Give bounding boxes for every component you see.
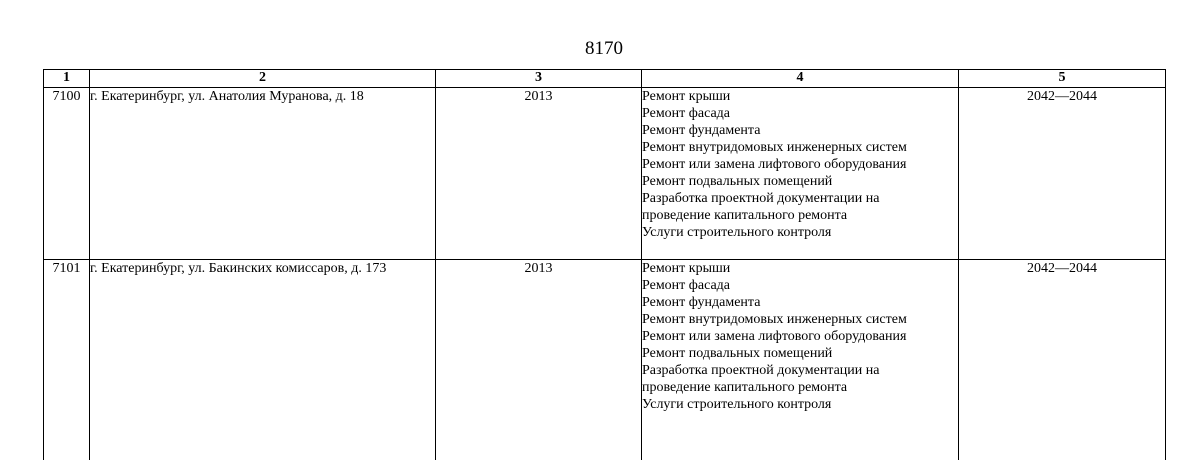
list-item: Ремонт внутридомовых инженерных систем — [642, 139, 958, 156]
column-header-2: 2 — [90, 70, 436, 88]
page-number: 8170 — [0, 38, 1192, 60]
row-number: 7100 — [44, 88, 90, 260]
list-item: Ремонт внутридомовых инженерных систем — [642, 311, 958, 328]
building-address: г. Екатеринбург, ул. Анатолия Муранова, д. 18 — [90, 88, 436, 260]
table-row — [44, 88, 1166, 260]
repair-period: 2042—2044 — [959, 260, 1166, 460]
repair-works-cell — [642, 88, 959, 260]
list-item: Услуги строительного контроля — [642, 224, 958, 241]
repair-works-list — [642, 260, 958, 413]
inclusion-year: 2013 — [436, 88, 642, 260]
list-item: Ремонт крыши — [642, 260, 958, 277]
column-header-3: 3 — [436, 70, 642, 88]
repair-works-cell — [642, 260, 959, 460]
column-header-1: 1 — [44, 70, 90, 88]
list-item: Ремонт фасада — [642, 277, 958, 294]
list-item: Разработка проектной документации на — [642, 362, 958, 379]
inclusion-year: 2013 — [436, 260, 642, 460]
building-address: г. Екатеринбург, ул. Бакинских комиссаров, д. 173 — [90, 260, 436, 460]
list-item: Разработка проектной документации на — [642, 190, 958, 207]
list-item: проведение капитального ремонта — [642, 207, 958, 224]
column-header-5: 5 — [959, 70, 1166, 88]
list-item: Ремонт фасада — [642, 105, 958, 122]
repair-works-list — [642, 88, 958, 241]
repair-period: 2042—2044 — [959, 88, 1166, 260]
list-item: Ремонт подвальных помещений — [642, 345, 958, 362]
list-item: Ремонт крыши — [642, 88, 958, 105]
header-row — [44, 70, 1166, 88]
column-header-4: 4 — [642, 70, 959, 88]
list-item: Ремонт фундамента — [642, 294, 958, 311]
list-item: Услуги строительного контроля — [642, 396, 958, 413]
list-item: Ремонт или замена лифтового оборудования — [642, 328, 958, 345]
table-row — [44, 260, 1166, 460]
list-item: Ремонт подвальных помещений — [642, 173, 958, 190]
list-item: Ремонт или замена лифтового оборудования — [642, 156, 958, 173]
row-number: 7101 — [44, 260, 90, 460]
capital-repair-table — [43, 69, 1166, 460]
list-item: проведение капитального ремонта — [642, 379, 958, 396]
list-item: Ремонт фундамента — [642, 122, 958, 139]
